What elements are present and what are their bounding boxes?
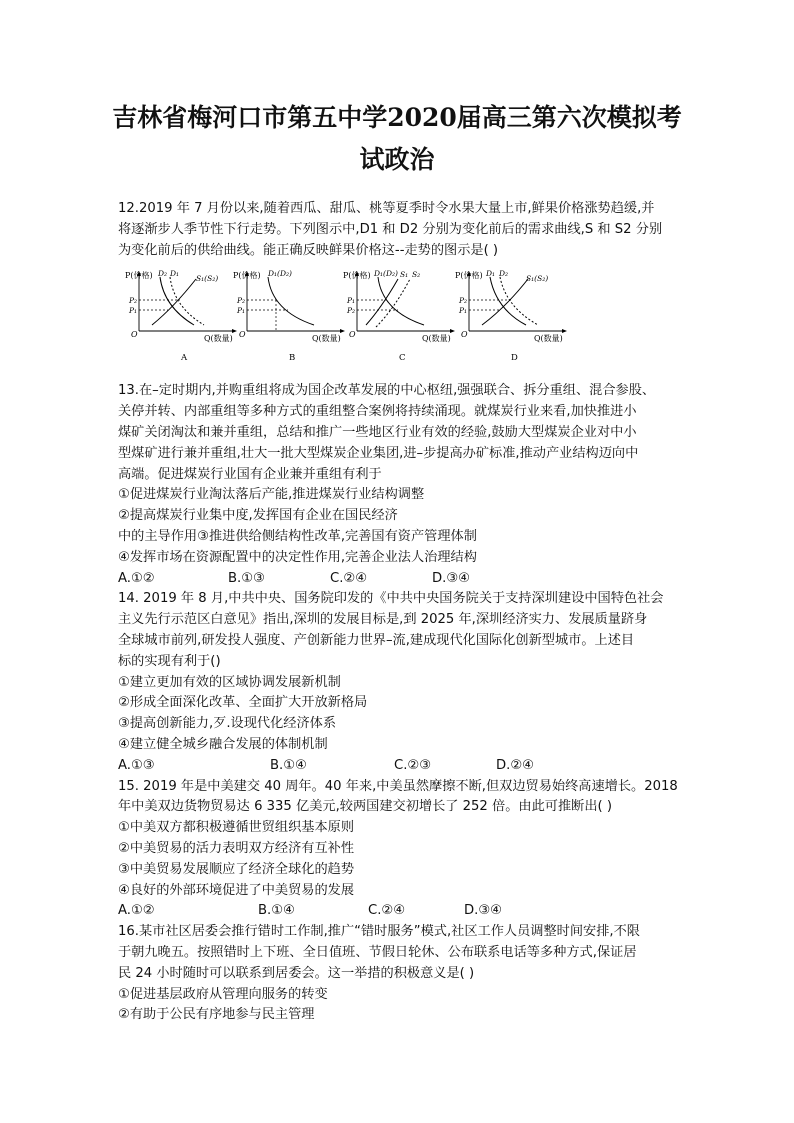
graph-letter: A xyxy=(181,353,188,364)
question-line: 14. 2019 年 8 月,中共中央、国务院印发的《中共中央国务院关于支持深圳建设中国特色社会 xyxy=(118,591,664,607)
y-axis-label: P(价格) xyxy=(343,271,371,281)
graph-d xyxy=(454,267,569,367)
question-13 xyxy=(118,381,678,589)
x-axis-label: Q(数量) xyxy=(534,334,563,344)
statement-line: ②形成全面深化改革、全面扩大开放新格局 xyxy=(118,695,368,711)
y-axis-label: P(价格) xyxy=(455,271,483,281)
question-line: 主义先行示范区白意见》指出,深圳的发展目标是,到 2025 年,深圳经济实力、发展质量跻身 xyxy=(118,612,648,628)
graph-a xyxy=(124,267,239,367)
answer-options xyxy=(118,756,678,777)
curve-label: D₁(D₂) xyxy=(374,269,398,279)
graph-b xyxy=(232,267,347,367)
curve-label: S₁ xyxy=(400,270,409,280)
question-line: 型煤矿进行兼并重组,壮大一批大型煤炭企业集团,进–步提高办矿标准,推动产业结构迈向中 xyxy=(118,445,639,461)
question-12 xyxy=(118,199,678,367)
question-line: 年中美双边货物贸易达 6 335 亿美元,较两国建交初增长了 252 倍。由此可推断出( ) xyxy=(118,799,612,815)
curve-label: D₂ xyxy=(158,269,168,279)
curve-label: D₁ xyxy=(170,269,180,279)
question-line: 将逐渐步人季节性下行走势。下列图示中,D1 和 D2 分别为变化前后的需求曲线,S 和 S2 分别 xyxy=(118,221,663,237)
answer-options xyxy=(118,569,678,590)
question-line: 12.2019 年 7 月份以来,随着西瓜、甜瓜、桃等夏季时令水果大量上市,鲜果价格涨势趋缓,并 xyxy=(118,201,655,216)
curve-label: S₁(S₂) xyxy=(196,274,219,284)
curve-label: D₁(D₂) xyxy=(268,269,292,279)
curve-label: S₁(S₂) xyxy=(526,274,549,284)
graph-letter: D xyxy=(511,353,518,364)
question-line: 煤矿关闭淘汰和兼并重组，总结和推广一些地区行业有效的经验,鼓励大型煤炭企业对中小 xyxy=(118,424,637,440)
origin-label: O xyxy=(239,330,246,340)
question-line: 为变化前后的供给曲线。能正确反映鲜果价格这--走势的图示是( ) xyxy=(118,242,499,258)
supply-demand-graphs xyxy=(124,267,678,367)
price-label-lower: P₁ xyxy=(237,306,246,316)
option-a: A.①② xyxy=(118,570,155,586)
graph-letter: C xyxy=(399,353,406,364)
question-line: 民 24 小时随时可以联系到居委会。这一举措的积极意义是( ) xyxy=(118,965,475,981)
option-d: D.③④ xyxy=(464,903,502,919)
statement-line: ②中美贸易的活力表明双方经济有互补性 xyxy=(118,840,355,856)
option-a: A.①③ xyxy=(118,757,155,773)
option-b: B.①④ xyxy=(270,757,307,773)
statement-line: ①促进基层政府从管理向服务的转变 xyxy=(118,986,328,1002)
price-label-lower: P₂ xyxy=(347,306,356,316)
curve-label: D₁ xyxy=(486,269,496,279)
statement-line: ①建立更加有效的区域协调发展新机制 xyxy=(118,674,341,690)
option-c: C.②③ xyxy=(394,757,432,773)
statement-line: ③中美贸易发展顺应了经济全球化的趋势 xyxy=(118,861,355,877)
answer-options xyxy=(118,901,678,922)
origin-label: O xyxy=(349,330,356,340)
x-axis-label: Q(数量) xyxy=(312,334,341,344)
price-label-upper: P₂ xyxy=(459,296,468,306)
question-line: 16.某市社区居委会推行错时工作制,推广“错时服务”模式,社区工作人员调整时间安排,不限 xyxy=(118,924,640,940)
statement-line: ③提高创新能力,歹.设现代化经济体系 xyxy=(118,716,337,732)
price-label-lower: P₁ xyxy=(459,306,468,316)
statement-line: ④发挥市场在资源配置中的决定性作用,完善企业法人治理结构 xyxy=(118,549,477,565)
curve-label: D₂ xyxy=(499,269,509,279)
option-b: B.①③ xyxy=(228,570,265,586)
document-title-line-1: 吉林省梅河口市第五中学2020届高三第六次模拟考 xyxy=(112,103,682,132)
statement-line: ①中美双方都积极遵循世贸组织基本原则 xyxy=(118,820,355,836)
price-label-upper: P₂ xyxy=(129,296,138,306)
option-d: D.②④ xyxy=(496,757,534,773)
question-16 xyxy=(118,922,678,1026)
question-line: 全球城市前列,研发投人强度、产创新能力世界–流,建成现代化国际化创新型城市。上述目 xyxy=(118,632,635,648)
graph-c xyxy=(342,267,457,367)
question-14 xyxy=(118,589,678,776)
document-title-line-2: 试政治 xyxy=(359,145,435,174)
statement-line: 中的主导作用③推进供给侧结构性改革,完善国有资产管理体制 xyxy=(118,528,477,544)
option-d: D.③④ xyxy=(432,570,470,586)
curve-label: S₂ xyxy=(412,270,421,280)
question-line: 15. 2019 年是中美建交 40 周年。40 年来,中美虽然摩擦不断,但双边贸易始终高速增长。2018 xyxy=(118,778,678,794)
question-15 xyxy=(118,777,678,923)
question-line: 高端。促进煤炭行业国有企业兼并重组有利于 xyxy=(118,466,382,482)
price-label-lower: P₁ xyxy=(129,306,138,316)
document-body xyxy=(118,199,678,1026)
question-line: 标的实现有利于() xyxy=(118,653,221,669)
statement-line: ①促进煤炭行业淘汰落后产能,推进煤炭行业结构调整 xyxy=(118,487,425,503)
statement-line: ②提高煤炭行业集中度,发挥国有企业在国民经济 xyxy=(118,508,398,524)
option-c: C.②④ xyxy=(368,903,406,919)
price-label-upper: P₂ xyxy=(237,296,246,306)
origin-label: O xyxy=(131,330,138,340)
x-axis-label: Q(数量) xyxy=(422,334,451,344)
statement-line: ②有助于公民有序地参与民主管理 xyxy=(118,1007,315,1023)
price-label-upper: P₁ xyxy=(347,296,356,306)
y-axis-label: P(价格) xyxy=(125,271,153,281)
question-line: 关停并转、内部重组等多种方式的重组整合案例将持续涌现。就煤炭行业来看,加快推进小 xyxy=(118,404,637,420)
y-axis-label: P(价格) xyxy=(233,271,261,281)
option-b: B.①④ xyxy=(258,903,295,919)
question-line: 13.在–定时期内,并购重组将成为国企改革发展的中心枢纽,强强联合、拆分重组、混合参股、 xyxy=(118,383,656,399)
graph-letter: B xyxy=(289,353,296,364)
statement-line: ④建立健全城乡融合发展的体制机制 xyxy=(118,736,328,752)
option-c: C.②④ xyxy=(330,570,368,586)
question-line: 于朝九晚五。按照错时上下班、全日值班、节假日轮休、公布联系电话等多种方式,保证居 xyxy=(118,944,637,960)
origin-label: O xyxy=(461,330,468,340)
x-axis-label: Q(数量) xyxy=(204,334,233,344)
statement-line: ④良好的外部环境促进了中美贸易的发展 xyxy=(118,882,355,898)
option-a: A.①② xyxy=(118,903,155,919)
